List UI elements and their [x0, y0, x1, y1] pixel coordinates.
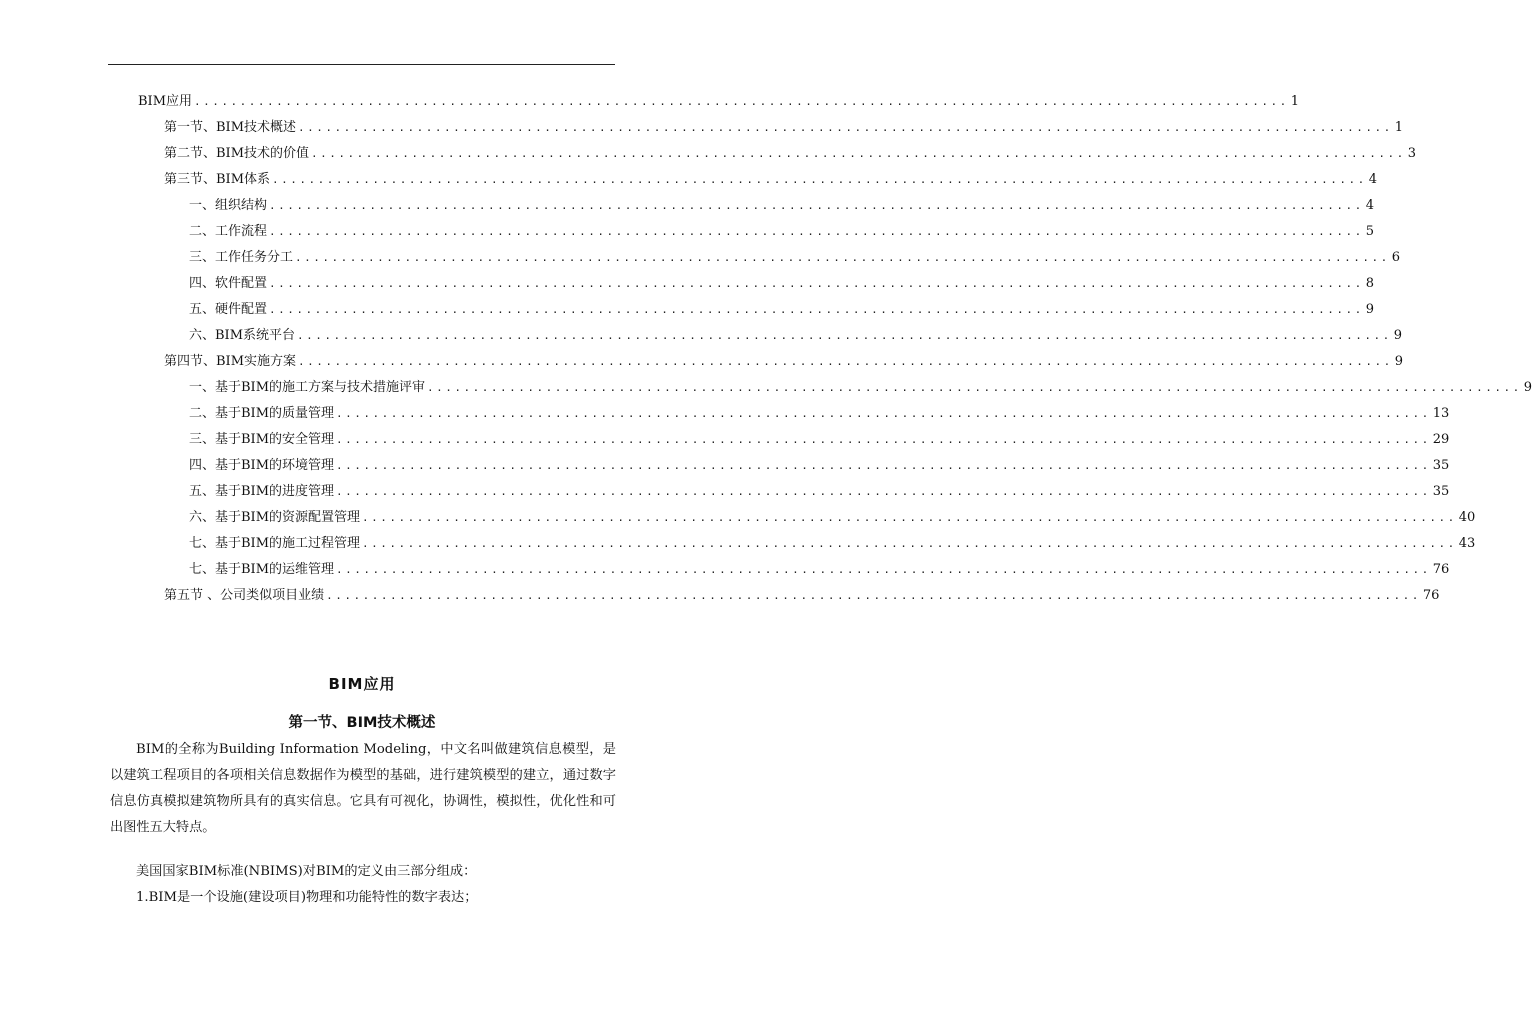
toc-leader-dots: ........................................................................................................................	[326, 589, 1421, 602]
toc-leader-dots: ........................................................................................................................	[194, 95, 1289, 108]
toc-entry[interactable]	[164, 146, 1416, 162]
toc-entry-page: 9	[1393, 328, 1402, 343]
body-paragraph: BIM的全称为Building Information Modeling，中文名叫做建筑信息模型，是以建筑工程项目的各项相关信息数据作为模型的基础，进行建筑模型的建立，通过数字信息仿真模拟建筑物所具有的真实信息。它具有可视化，协调性，模拟性，优化性和可出图性五大特点。	[110, 742, 616, 835]
toc-leader-dots: ........................................................................................................................	[295, 251, 1390, 264]
toc-entry-title: 七、基于BIM的运维管理	[189, 562, 334, 577]
toc-entry-page: 76	[1432, 562, 1450, 577]
toc-entry-page: 29	[1432, 432, 1450, 447]
toc-leader-dots: ........................................................................................................................	[427, 381, 1522, 394]
toc-entry-title: 第二节、BIM技术的价值	[164, 146, 309, 161]
toc-entry-title: 第三节、BIM体系	[164, 172, 270, 187]
toc-entry[interactable]	[189, 328, 1402, 344]
toc-entry-title: 五、基于BIM的进度管理	[189, 484, 334, 499]
toc-entry[interactable]	[189, 484, 1450, 500]
toc-leader-dots: ........................................................................................................................	[362, 511, 1457, 524]
toc-leader-dots: ........................................................................................................................	[269, 225, 1364, 238]
toc-leader-dots: ........................................................................................................................	[297, 329, 1392, 342]
toc-entry-title: 一、基于BIM的施工方案与技术措施评审	[189, 380, 425, 395]
toc-entry[interactable]	[189, 536, 1476, 552]
toc-entry[interactable]	[164, 588, 1440, 604]
toc-entry-title: 二、工作流程	[189, 224, 268, 239]
toc-leader-dots: ........................................................................................................................	[272, 173, 1367, 186]
toc-entry[interactable]	[189, 224, 1375, 240]
toc-entry-page: 9	[1523, 380, 1532, 395]
toc-entry[interactable]	[189, 432, 1450, 448]
toc-entry-title: 第五节 、公司类似项目业绩	[164, 588, 325, 603]
toc-entry[interactable]	[189, 380, 1532, 396]
toc-entry-title: 三、基于BIM的安全管理	[189, 432, 334, 447]
toc-leader-dots: ........................................................................................................................	[269, 199, 1364, 212]
toc-entry-page: 5	[1365, 224, 1375, 239]
toc-leader-dots: ........................................................................................................................	[298, 121, 1393, 134]
toc-leader-dots: ........................................................................................................................	[362, 537, 1457, 550]
toc-entry[interactable]	[189, 198, 1375, 214]
toc-entry[interactable]	[164, 120, 1403, 136]
toc-entry-page: 9	[1394, 354, 1403, 369]
toc-leader-dots: ........................................................................................................................	[336, 485, 1431, 498]
toc-leader-dots: ........................................................................................................................	[336, 407, 1431, 420]
toc-entry-title: 三、工作任务分工	[189, 250, 294, 265]
toc-leader-dots: ........................................................................................................................	[336, 433, 1431, 446]
toc-entry-page: 35	[1432, 458, 1450, 473]
section-heading: 第一节、BIM技术概述	[288, 715, 436, 731]
toc-entry-page: 9	[1365, 302, 1375, 317]
toc-entry-title: 四、基于BIM的环境管理	[189, 458, 334, 473]
toc-entry-page: 8	[1365, 276, 1375, 291]
toc-entry-title: 六、BIM系统平台	[189, 328, 295, 343]
toc-leader-dots: ........................................................................................................................	[298, 355, 1393, 368]
toc-entry-page: 4	[1365, 198, 1375, 213]
toc-entry-page: 76	[1422, 588, 1440, 603]
toc-entry-page: 3	[1407, 146, 1416, 161]
toc-leader-dots: ........................................................................................................................	[311, 147, 1406, 160]
toc-entry-title: 第一节、BIM技术概述	[164, 120, 296, 135]
body-line: 1.BIM是一个设施(建设项目)物理和功能特性的数字表达；	[136, 890, 478, 905]
toc-leader-dots: ........................................................................................................................	[336, 459, 1431, 472]
body-line: 美国国家BIM标准(NBIMS)对BIM的定义由三部分组成：	[136, 864, 477, 879]
toc-entry[interactable]	[164, 354, 1403, 370]
toc-entry[interactable]	[189, 562, 1450, 578]
toc-entry[interactable]	[164, 172, 1377, 188]
toc-entry[interactable]	[189, 510, 1476, 526]
toc-entry[interactable]	[138, 94, 1299, 110]
toc-entry-title: BIM应用	[138, 94, 192, 109]
toc-entry-title: 六、基于BIM的资源配置管理	[189, 510, 360, 525]
toc-entry-title: 五、硬件配置	[189, 302, 268, 317]
toc-entry[interactable]	[189, 458, 1450, 474]
toc-entry-title: 七、基于BIM的施工过程管理	[189, 536, 360, 551]
toc-entry-page: 6	[1391, 250, 1401, 265]
toc-entry-page: 13	[1432, 406, 1450, 421]
toc-leader-dots: ........................................................................................................................	[269, 277, 1364, 290]
toc-entry-title: 一、组织结构	[189, 198, 268, 213]
toc-entry-page: 35	[1432, 484, 1450, 499]
toc-entry[interactable]	[189, 276, 1375, 292]
toc-entry[interactable]	[189, 406, 1450, 422]
chapter-heading: BIM应用	[328, 675, 396, 693]
toc-entry-page: 43	[1458, 536, 1476, 551]
toc-entry[interactable]	[189, 302, 1375, 318]
toc-entry-title: 第四节、BIM实施方案	[164, 354, 296, 369]
toc-entry-page: 4	[1368, 172, 1377, 187]
toc-entry[interactable]	[189, 250, 1401, 266]
toc-leader-dots: ........................................................................................................................	[269, 303, 1364, 316]
toc-entry-title: 二、基于BIM的质量管理	[189, 406, 334, 421]
header-rule	[108, 64, 615, 65]
toc-entry-page: 1	[1290, 94, 1299, 109]
toc-leader-dots: ........................................................................................................................	[336, 563, 1431, 576]
toc-entry-page: 1	[1394, 120, 1403, 135]
toc-entry-page: 40	[1458, 510, 1476, 525]
toc-entry-title: 四、软件配置	[189, 276, 268, 291]
